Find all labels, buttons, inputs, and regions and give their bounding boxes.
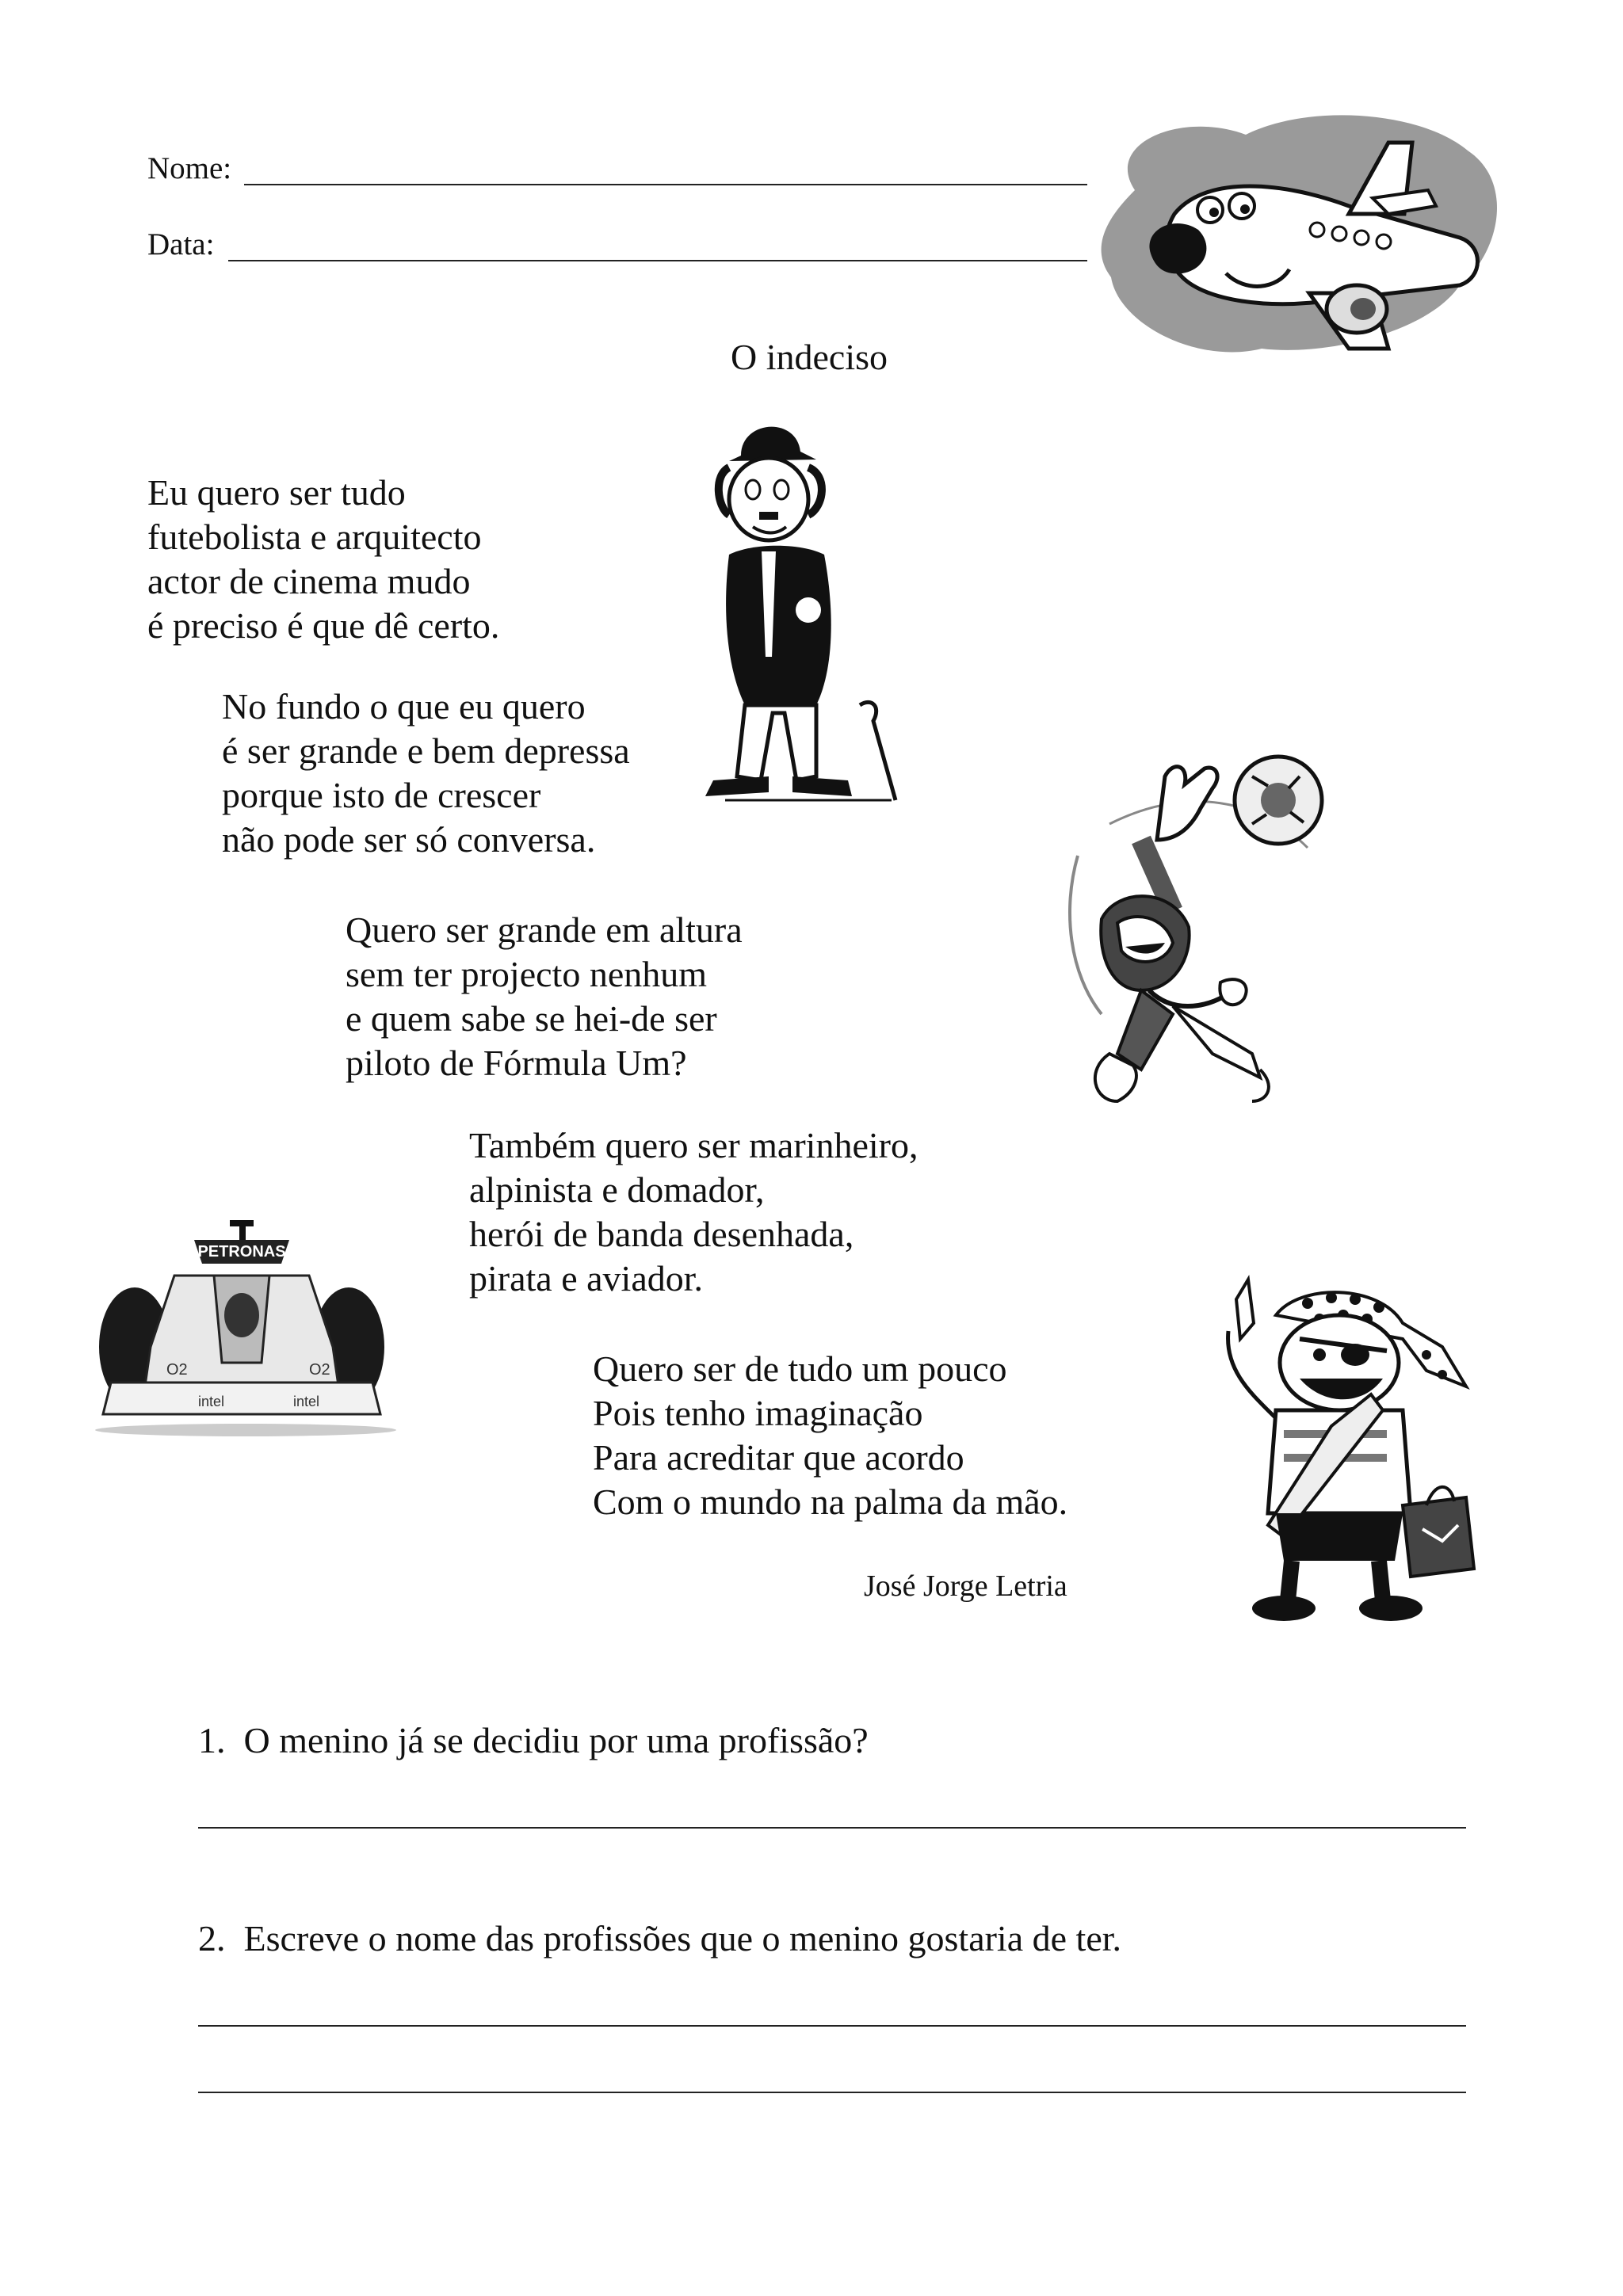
verse-line: Para acreditar que acordo [593, 1437, 964, 1478]
verse-line: é ser grande e bem depressa [222, 730, 630, 771]
question-2 [198, 1917, 1121, 1959]
answer-line-1[interactable] [198, 1827, 1466, 1829]
racecar-illustration [79, 1204, 428, 1442]
verse-line: alpinista e domador, [469, 1169, 765, 1210]
name-label: Nome: [147, 151, 232, 185]
verse-line: é preciso é que dê certo. [147, 605, 500, 646]
verse-line: piloto de Fórmula Um? [346, 1043, 687, 1083]
sponsor-text: PETRONAS [197, 1243, 286, 1261]
goalkeeper-illustration [1054, 753, 1355, 1149]
stanza-2 [222, 685, 630, 862]
car-logo-right: intel [293, 1394, 320, 1409]
car-tag-right: O2 [309, 1361, 330, 1379]
verse-line: actor de cinema mudo [147, 561, 471, 601]
question-2-text: Escreve o nome das profissões que o menino gostaria de ter. [243, 1918, 1122, 1958]
stanza-1 [147, 471, 499, 648]
verse-line: Também quero ser marinheiro, [469, 1125, 918, 1165]
question-2-number: 2. [198, 1918, 226, 1958]
verse-line: pirata e aviador. [469, 1258, 704, 1299]
date-label: Data: [147, 227, 215, 261]
verse-line: e quem sabe se hei-de ser [346, 998, 717, 1039]
verse-line: Quero ser grande em altura [346, 910, 743, 950]
car-tag-left: O2 [166, 1361, 188, 1379]
airplane-illustration [1087, 95, 1507, 380]
verse-line: futebolista e arquitecto [147, 517, 482, 557]
chaplin-illustration [697, 412, 903, 808]
verse-line: Eu quero ser tudo [147, 472, 406, 513]
verse-line: Pois tenho imaginação [593, 1393, 923, 1433]
poem-author: José Jorge Letria [864, 1569, 1067, 1603]
question-1-number: 1. [198, 1720, 226, 1760]
verse-line: Quero ser de tudo um pouco [593, 1348, 1007, 1389]
verse-line: Com o mundo na palma da mão. [593, 1482, 1068, 1522]
verse-line: não pode ser só conversa. [222, 819, 596, 860]
car-logo-left: intel [198, 1394, 225, 1409]
verse-line: No fundo o que eu quero [222, 686, 586, 727]
question-1 [198, 1719, 869, 1761]
verse-line: sem ter projecto nenhum [346, 954, 708, 994]
answer-line-2b[interactable] [198, 2092, 1466, 2093]
verse-line: herói de banda desenhada, [469, 1214, 854, 1254]
poem-title: O indeciso [731, 337, 888, 377]
stanza-4 [469, 1123, 918, 1301]
stanza-3 [346, 908, 743, 1085]
question-1-text: O menino já se decidiu por uma profissão? [243, 1720, 869, 1760]
date-field-line[interactable] [228, 260, 1087, 261]
answer-line-2a[interactable] [198, 2025, 1466, 2027]
name-field-line[interactable] [244, 184, 1087, 185]
verse-line: porque isto de crescer [222, 775, 541, 815]
stanza-5 [593, 1347, 1067, 1524]
pirate-illustration [1205, 1276, 1482, 1648]
